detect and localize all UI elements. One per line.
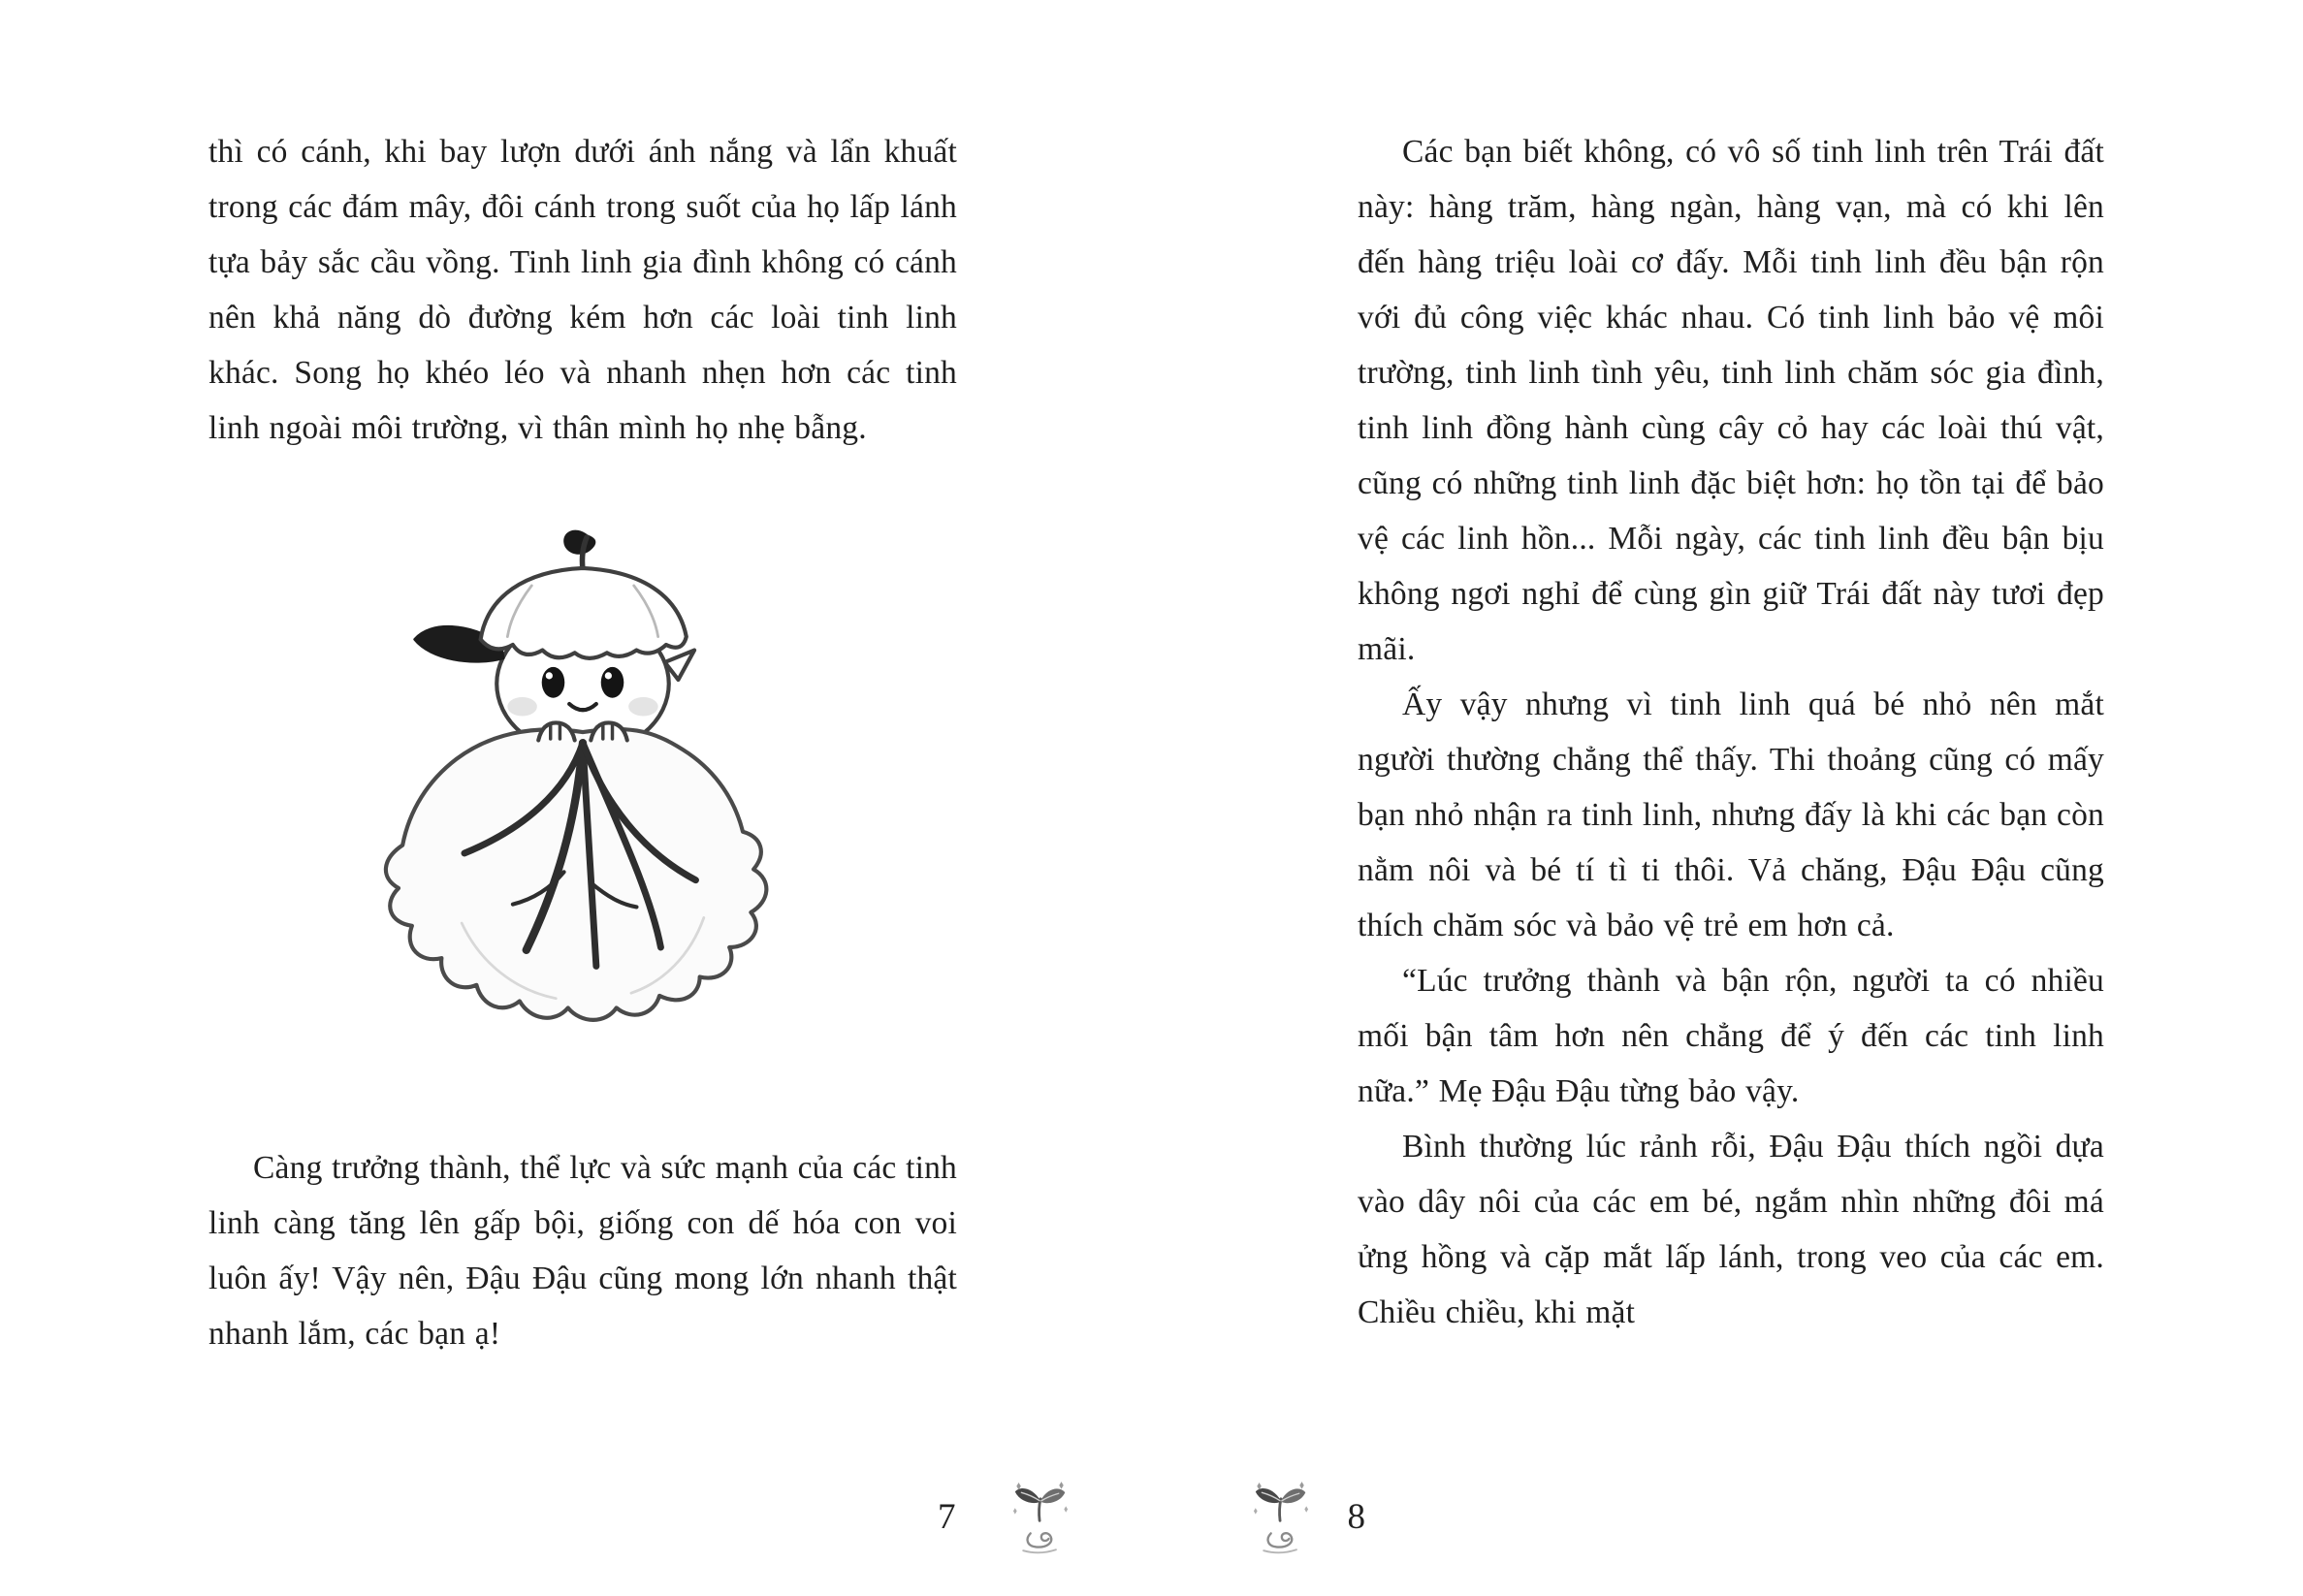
- page-number-right: 8: [1347, 1497, 1365, 1537]
- sprout-sparkle-icon: [1253, 1481, 1309, 1555]
- right-page: [1358, 124, 2104, 1340]
- paragraph: Càng trưởng thành, thể lực và sức mạnh của các tinh linh càng tăng lên gấp bội, giống con dế hóa con voi luôn ấy! Vậy nên, Đậu Đậu cũng mong lớn nhanh thật nhanh lắm, các bạn ạ!: [208, 1150, 957, 1352]
- paragraph: “Lúc trưởng thành và bận rộn, người ta có nhiều mối bận tâm hơn nên chẳng để ý đến các tinh linh nữa.” Mẹ Đậu Đậu từng bảo vậy.: [1358, 963, 2104, 1109]
- sprout-sparkle-icon: [1012, 1481, 1069, 1555]
- paragraph: Ấy vậy nhưng vì tinh linh quá bé nhỏ nên mắt người thường chẳng thể thấy. Thi thoảng cũng có mấy bạn nhỏ nhận ra tinh linh, nhưng đấy là khi các bạn còn nằm nôi và bé tí tì ti thôi. Vả chăng, Đậu Đậu cũng thích chăm sóc và bảo vệ trẻ em hơn cả.: [1358, 686, 2104, 943]
- page-number-left: 7: [938, 1497, 956, 1537]
- paragraph: thì có cánh, khi bay lượn dưới ánh nắng và lẩn khuất trong các đám mây, đôi cánh trong suốt của họ lấp lánh tựa bảy sắc cầu vồng. Tinh linh gia đình không có cánh nên khả năng dò đường kém hơn các loài tinh linh khác. Song họ khéo léo và nhanh nhẹn hơn các tinh linh ngoài môi trường, vì thân mình họ nhẹ bẫng.: [208, 134, 957, 446]
- sprout-sprite-drawing: [368, 520, 798, 1048]
- page-footer: [0, 1481, 2303, 1555]
- paragraph: Bình thường lúc rảnh rỗi, Đậu Đậu thích ngồi dựa vào dây nôi của các em bé, ngắm nhìn những đôi má ửng hồng và cặp mắt lấp lánh, trong veo của các em. Chiều chiều, khi mặt: [1358, 1129, 2104, 1330]
- sprite-illustration: [208, 520, 957, 1048]
- left-page: [208, 124, 957, 1361]
- paragraph: Các bạn biết không, có vô số tinh linh trên Trái đất này: hàng trăm, hàng ngàn, hàng vạn, mà có khi lên đến hàng triệu loài cơ đấy. Mỗi tinh linh đều bận rộn với đủ công việc khác nhau. Có tinh linh bảo vệ môi trường, tinh linh tình yêu, tinh linh chăm sóc gia đình, tinh linh đồng hành cùng cây cỏ hay các loài thú vật, cũng có những tinh linh đặc biệt hơn: họ tồn tại để bảo vệ các linh hồn... Mỗi ngày, các tinh linh đều bận bịu không ngơi nghỉ để cùng gìn giữ Trái đất này tươi đẹp mãi.: [1358, 134, 2104, 667]
